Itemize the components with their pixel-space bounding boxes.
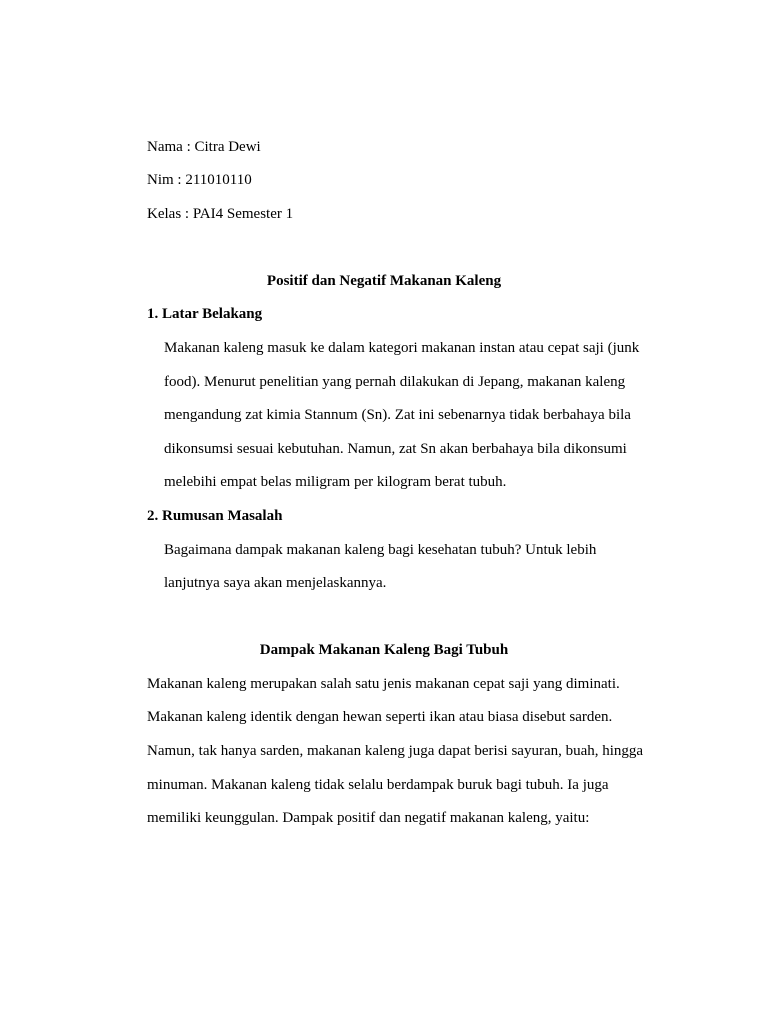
paragraph-line: Makanan kaleng masuk ke dalam kategori makanan instan atau cepat saji (junk <box>164 340 640 356</box>
paragraph-line: lanjutnya saya akan menjelaskannya. <box>164 575 387 591</box>
paragraph-line: memiliki keunggulan. Dampak positif dan negatif makanan kaleng, yaitu: <box>147 810 590 826</box>
paragraph-line: Namun, tak hanya sarden, makanan kaleng juga dapat berisi sayuran, buah, hingga <box>147 743 644 759</box>
paragraph-line: Makanan kaleng merupakan salah satu jenis makanan cepat saji yang diminati. <box>147 676 620 692</box>
student-name: Nama : Citra Dewi <box>147 139 261 155</box>
section-heading-latar-belakang: 1. Latar Belakang <box>147 306 263 322</box>
document-title: Positif dan Negatif Makanan Kaleng <box>266 273 502 289</box>
section-heading-dampak: Dampak Makanan Kaleng Bagi Tubuh <box>259 642 509 658</box>
paragraph-line: Bagaimana dampak makanan kaleng bagi kesehatan tubuh? Untuk lebih <box>164 542 597 558</box>
student-class: Kelas : PAI4 Semester 1 <box>147 206 294 222</box>
paragraph-line: dikonsumsi sesuai kebutuhan. Namun, zat Sn akan berbahaya bila dikonsumi <box>164 441 627 457</box>
section-heading-rumusan-masalah: 2. Rumusan Masalah <box>147 508 283 524</box>
paragraph-line: minuman. Makanan kaleng tidak selalu berdampak buruk bagi tubuh. Ia juga <box>147 777 609 793</box>
student-nim: Nim : 211010110 <box>147 172 252 188</box>
paragraph-line: mengandung zat kimia Stannum (Sn). Zat ini sebenarnya tidak berbahaya bila <box>164 407 631 423</box>
paragraph-line: Makanan kaleng identik dengan hewan seperti ikan atau biasa disebut sarden. <box>147 709 613 725</box>
paragraph-line: melebihi empat belas miligram per kilogram berat tubuh. <box>164 474 507 490</box>
paragraph-line: food). Menurut penelitian yang pernah dilakukan di Jepang, makanan kaleng <box>164 374 626 390</box>
